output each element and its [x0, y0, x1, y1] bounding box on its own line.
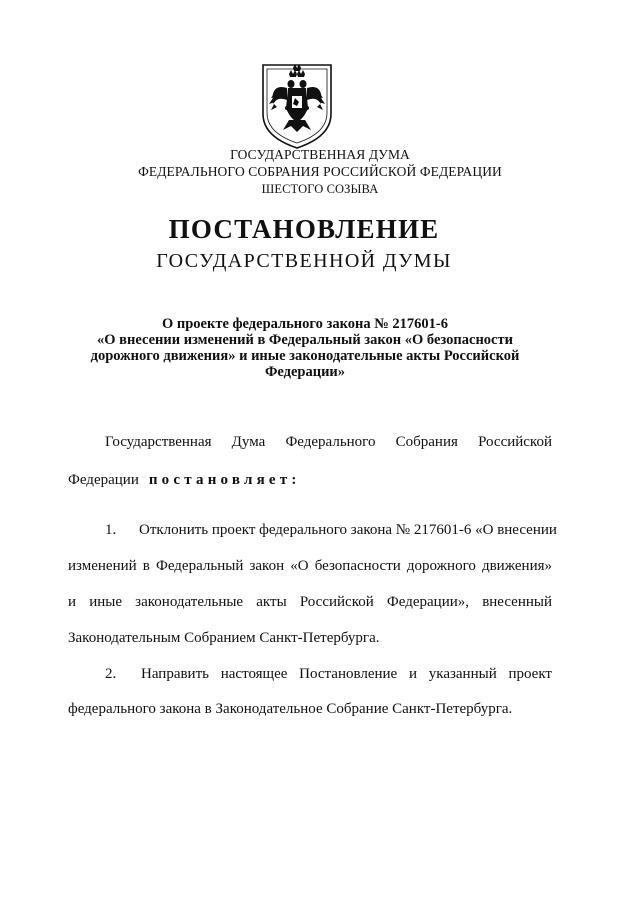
- preamble-federation-word: Федерации: [68, 472, 139, 488]
- item-1-line: Законодательным Собранием Санкт-Петербурга.: [68, 630, 380, 646]
- item-1-line: [105, 522, 557, 539]
- state-emblem-icon: [259, 62, 335, 150]
- preamble-line: [68, 472, 301, 489]
- resolves-word: постановляет:: [148, 472, 301, 488]
- preamble-line: Государственная Дума Федерального Собрания Российской: [105, 434, 552, 450]
- document-title: ПОСТАНОВЛЕНИЕ: [168, 214, 440, 244]
- document-subtitle: ГОСУДАРСТВЕННОЙ ДУМЫ: [156, 250, 452, 272]
- subject-line: Федерации»: [264, 364, 346, 380]
- subject-line: дорожного движения» и иные законодательные акты Российской: [90, 348, 520, 364]
- item-2-line: [105, 666, 552, 683]
- convocation-header-line: ШЕСТОГО СОЗЫВА: [261, 182, 379, 196]
- item-1-line: и иные законодательные акты Российской Федерации», внесенный: [68, 594, 552, 610]
- item-text: Направить настоящее Постановление и указанный проект: [141, 666, 552, 682]
- item-text: Отклонить проект федерального закона № 217601-6 «О внесении: [139, 522, 557, 538]
- subject-line: «О внесении изменений в Федеральный закон «О безопасности: [97, 332, 513, 348]
- item-2-line: федерального закона в Законодательное Собрание Санкт-Петербурга.: [68, 701, 513, 717]
- item-1-line: изменений в Федеральный закон «О безопасности дорожного движения»: [68, 558, 552, 574]
- federal-assembly-header-line: ФЕДЕРАЛЬНОГО СОБРАНИЯ РОССИЙСКОЙ ФЕДЕРАЦИИ: [138, 164, 502, 179]
- item-number: 1.: [105, 522, 117, 538]
- subject-line: О проекте федерального закона № 217601-6: [161, 316, 449, 332]
- duma-header-line: ГОСУДАРСТВЕННАЯ ДУМА: [230, 147, 410, 162]
- item-number: 2.: [105, 666, 117, 682]
